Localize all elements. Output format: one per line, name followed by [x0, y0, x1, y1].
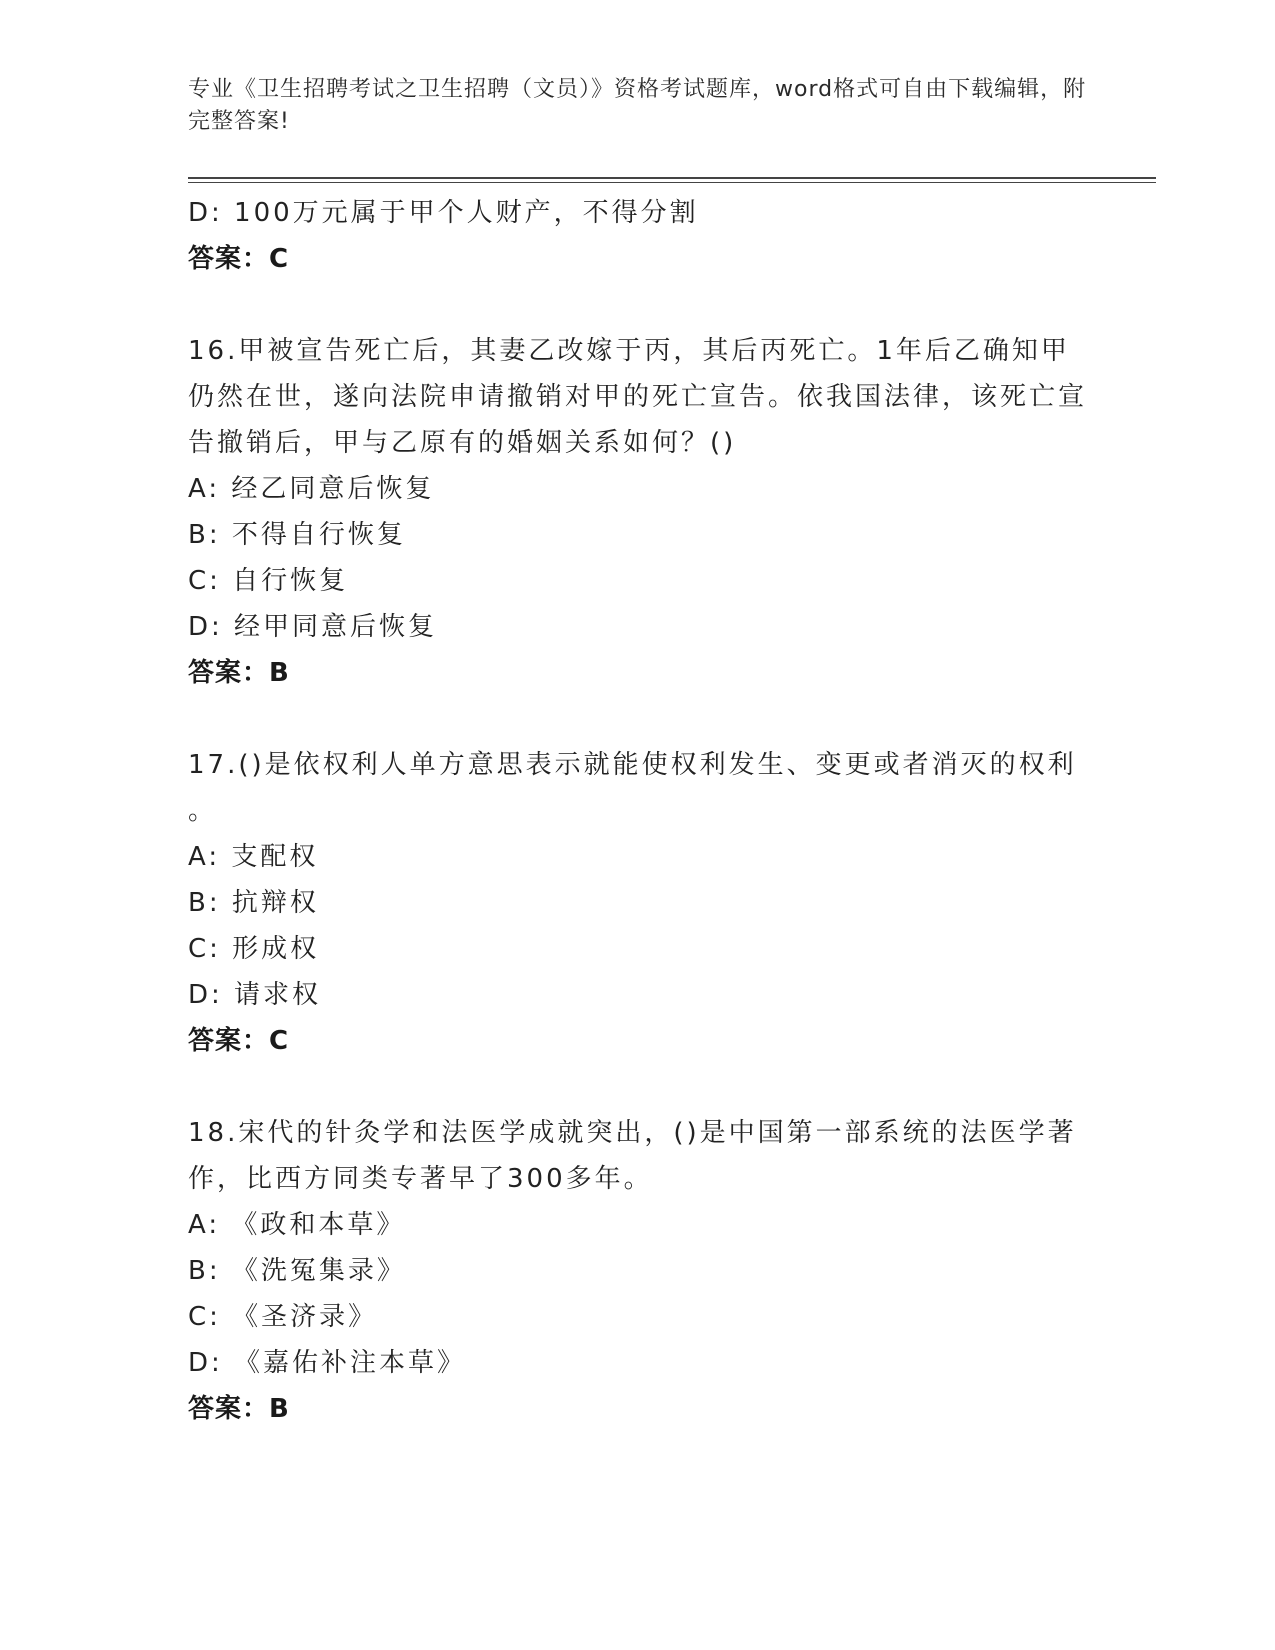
option-d: D: 经甲同意后恢复: [188, 612, 438, 642]
answer-label: 答案：B: [188, 658, 290, 688]
option-a: A: 《政和本草》: [188, 1210, 406, 1240]
option-a: A: 支配权: [188, 842, 319, 872]
question-15-tail: [188, 190, 1088, 282]
question-17: [188, 742, 1088, 1064]
question-stem: 16.甲被宣告死亡后，其妻乙改嫁于丙，其后丙死亡。1年后乙确知甲仍然在世，遂向法院申请撤销对甲的死亡宣告。依我国法律，该死亡宣告撤销后，甲与乙原有的婚姻关系如何？(): [188, 336, 1088, 458]
option-c: C: 《圣济录》: [188, 1302, 378, 1332]
answer-label: 答案：B: [188, 1394, 290, 1424]
question-list: [188, 190, 1088, 1432]
question-stem-continuation: 。: [188, 796, 218, 826]
question-stem: 17.()是依权利人单方意思表示就能使权利发生、变更或者消灭的权利: [188, 750, 1077, 780]
answer-label: 答案：C: [188, 244, 290, 274]
header-divider-thick: [188, 177, 1156, 179]
option-a: A: 经乙同意后恢复: [188, 474, 435, 504]
option-b: B: 不得自行恢复: [188, 520, 406, 550]
option-c: C: 形成权: [188, 934, 320, 964]
header-divider-thin: [188, 182, 1156, 183]
option-b: B: 《洗冤集录》: [188, 1256, 406, 1286]
question-18: [188, 1110, 1088, 1432]
option-d: D: 《嘉佑补注本草》: [188, 1348, 467, 1378]
answer-label: 答案：C: [188, 1026, 290, 1056]
question-16: [188, 328, 1088, 696]
document-header: 专业《卫生招聘考试之卫生招聘（文员）》资格考试题库，word格式可自由下载编辑，附完整答案!: [188, 77, 1087, 134]
option-d: D: 100万元属于甲个人财产，不得分割: [188, 198, 699, 228]
question-stem: 18.宋代的针灸学和法医学成就突出，()是中国第一部系统的法医学著作，比西方同类专著早了300多年。: [188, 1118, 1077, 1194]
option-c: C: 自行恢复: [188, 566, 349, 596]
option-b: B: 抗辩权: [188, 888, 319, 918]
option-d: D: 请求权: [188, 980, 322, 1010]
